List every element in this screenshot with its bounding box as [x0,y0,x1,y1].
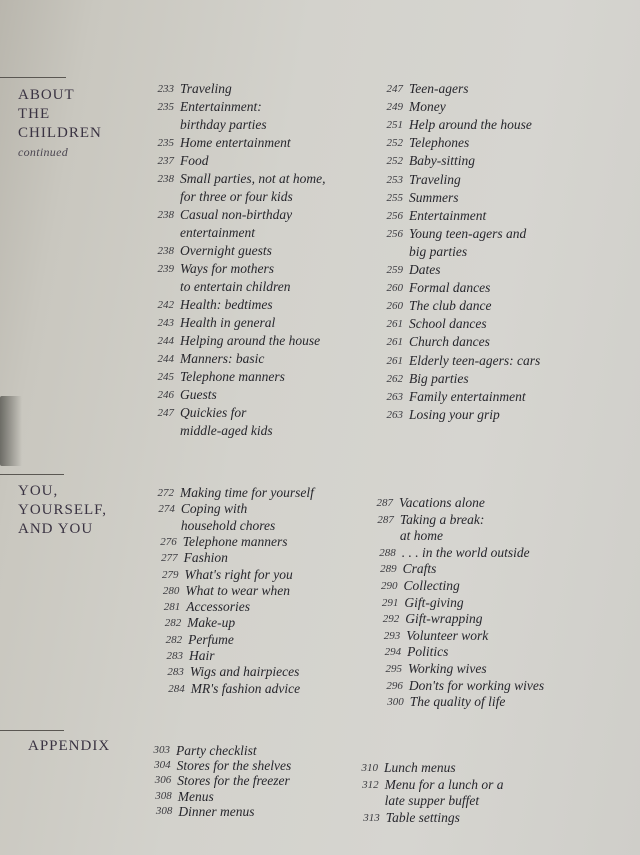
page-number: 287 [376,497,393,509]
page-number: 242 [157,299,174,311]
contents-entry [146,260,290,296]
entry-title [409,134,469,152]
entry-title-line: Fashion [183,550,228,566]
contents-entry [373,644,448,662]
entry-title [176,743,257,758]
contents-entry [370,578,460,596]
contents-entry [153,615,235,633]
contents-entry [146,350,264,368]
contents-entry [374,661,487,679]
page-number: 252 [386,155,403,168]
entry-title-line: Ways for mothers [180,261,275,276]
page-number: 260 [386,282,403,295]
entry-title [406,628,488,645]
contents-entry [375,171,461,189]
contents-entry [146,134,291,152]
page-number: 262 [386,372,403,385]
page-number: 247 [386,83,403,95]
entry-title [404,595,463,612]
page-number: 308 [155,789,172,802]
page-number: 238 [157,245,174,257]
entry-title [183,534,288,550]
entry-title-line: household chores [180,517,276,533]
entry-title [180,170,326,206]
entry-title [180,332,320,350]
entry-title-line: Church dances [409,334,490,350]
entry-title-line: Don'ts for working wives [408,677,545,693]
entry-title-line: for three or four kids [180,189,293,204]
entry-title-line: Perfume [188,631,234,647]
page-number: 279 [162,568,179,581]
entry-title-line: Dates [409,262,441,277]
page-number: 259 [386,264,403,276]
entry-title [189,648,215,664]
contents-entry [369,561,437,579]
entry-title [184,550,228,566]
contents-entry [146,314,275,332]
contents-entry [375,152,475,170]
entry-title [178,804,254,819]
page-number: 255 [386,191,403,204]
entry-title-line: Formal dances [409,280,491,296]
entry-title [409,225,526,261]
section-heading [18,482,128,539]
section-heading [28,737,138,756]
page-number: 246 [157,389,174,401]
page-number: 276 [160,535,177,548]
entry-title [407,644,448,661]
contents-entry [147,501,275,534]
page-number: 256 [386,209,403,222]
entry-title [400,512,485,545]
entry-title-line: Politics [407,644,449,660]
entry-title [409,333,490,351]
entry-title [384,760,456,777]
entry-title-line: MR's fashion advice [190,680,301,696]
section-heading [18,86,128,162]
entry-title [409,406,500,424]
entry-title [409,189,459,207]
contents-entry [376,694,506,712]
entry-title-line: Party checklist [176,743,257,758]
heading-line: CHILDREN [18,125,102,141]
entry-title-line: Young teen-agers and [409,225,527,241]
entry-title-line: Telephones [409,135,470,151]
page-number: 260 [386,300,403,313]
contents-entry [149,534,288,552]
heading-line: ABOUT [18,87,75,103]
contents-entry [375,98,446,116]
page-number: 238 [157,173,174,185]
page-number: 282 [165,633,183,646]
page-number: 282 [164,617,182,630]
section-rule [0,77,66,78]
entry-title-line: Gift-giving [404,594,464,610]
page-number: 274 [158,503,175,516]
contents-entry [375,225,526,261]
entry-title-line: Summers [409,189,459,205]
entry-title-line: The club dance [409,298,492,314]
entry-title-line: What's right for you [184,566,293,582]
entry-title-line: Guests [180,387,217,402]
contents-entry [146,368,285,386]
entry-title [180,386,217,404]
page-number: 263 [386,408,403,421]
page-number: 277 [161,552,178,565]
page-number: 243 [157,317,174,329]
entry-title [409,388,526,406]
heading-subtitle: continued [18,145,69,159]
contents-entry [375,370,469,388]
contents-entry [375,297,491,315]
page-number: 238 [157,209,174,221]
entry-title-line: big parties [409,243,468,259]
entry-title-line: What to wear when [185,582,291,598]
contents-entry [146,386,217,404]
entry-title [191,681,300,697]
entry-title-line: Health: bedtimes [180,297,273,312]
entry-title-line: late supper buffet [384,793,480,808]
entry-title [409,370,469,388]
entry-title-line: Money [409,99,446,115]
contents-entry [375,352,540,370]
entry-title-line: Teen-agers [409,81,469,96]
contents-entry [146,485,314,503]
entry-title [409,279,490,297]
page-number: 303 [153,744,170,756]
entry-title-line: Collecting [403,578,460,593]
entry-title-line: Lunch menus [384,760,456,775]
entry-title-line: Telephone manners [182,533,288,549]
entry-title-line: Coping with [180,501,248,517]
entry-title-line: Telephone manners [180,369,285,384]
page-number: 281 [163,601,181,614]
entry-title [180,98,267,134]
entry-title [177,758,292,773]
contents-entry [375,189,459,207]
page-number: 310 [361,762,378,774]
contents-entry [146,170,326,206]
entry-title [180,485,314,501]
entry-title [180,350,264,368]
contents-entry [352,810,460,828]
contents-entry [150,550,228,568]
contents-entry [365,495,485,513]
entry-title-line: Vacations alone [399,495,485,510]
entry-title-line: Crafts [402,561,437,577]
page-number: 256 [386,227,403,240]
entry-title-line: at home [399,528,444,544]
page-number: 300 [387,696,404,709]
entry-title-line: Family entertainment [409,388,526,404]
page-number: 244 [157,335,174,347]
page-number: 313 [363,811,380,824]
contents-entry [146,206,292,242]
entry-title [409,352,540,370]
entry-title [403,561,437,578]
contents-entry [146,80,232,98]
entry-title [185,567,293,583]
contents-entry [154,632,234,650]
page-number: 287 [377,513,394,526]
contents-entry [146,332,320,350]
page-number: 247 [157,407,174,419]
heading-line: THE [18,106,51,122]
entry-title-line: to entertain children [180,279,291,294]
contents-entry [146,296,273,314]
contents-entry [368,545,530,563]
entry-title [190,664,300,680]
contents-entry [350,760,456,778]
entry-title-line: Taking a break: [399,511,485,527]
entry-title-line: Manners: basic [180,351,265,366]
entry-title-line: Gift-wrapping [405,611,483,627]
entry-title-line: Entertainment: [180,99,262,114]
entry-title-line: Small parties, not at home, [180,171,326,186]
page-number: 272 [157,487,174,499]
entry-title [177,773,290,788]
entry-title [186,599,250,615]
heading-line: AND YOU [18,521,94,537]
entry-title-line: Entertainment [409,207,487,223]
entry-title-line: Losing your grip [409,406,500,422]
entry-title [409,261,441,279]
entry-title [181,501,275,534]
contents-entry [375,315,487,333]
page-number: 251 [386,119,403,132]
entry-title-line: Food [180,153,209,168]
page-number: 245 [157,371,174,383]
entry-title-line: Menu for a lunch or a [384,776,504,792]
entry-title-line: middle-aged kids [180,423,273,438]
contents-entry [375,406,500,424]
entry-title [409,171,461,189]
page-number: 239 [157,263,174,275]
entry-title-line: Traveling [409,171,461,187]
entry-title-line: Health in general [180,315,276,330]
entry-title [185,583,290,599]
contents-entry [151,583,290,601]
contents-entry [375,678,544,696]
entry-title [386,810,460,827]
page-number: 235 [157,137,174,149]
entry-title [408,661,487,678]
section-rule [0,474,64,475]
contents-entry [375,207,486,225]
entry-title-line: Working wives [408,661,487,676]
entry-title [409,315,487,333]
heading-line: YOURSELF, [18,502,108,518]
page-number: 294 [384,646,402,659]
entry-title [187,615,235,631]
entry-title-line: birthday parties [180,117,267,132]
entry-title [399,495,485,512]
contents-entry [372,628,488,646]
page-number: 292 [382,613,400,626]
entry-title [180,296,273,314]
page-number: 289 [380,563,397,576]
contents-entry [146,98,267,134]
entry-title-line: Baby-sitting [409,153,475,169]
entry-title-line: Menus [177,788,214,804]
heading-line: YOU, [18,483,59,499]
page-number: 295 [385,663,402,675]
entry-title-line: Stores for the freezer [177,773,290,789]
contents-entry [151,567,293,585]
entry-title-line: Stores for the shelves [176,758,292,774]
page-number: 291 [381,596,399,609]
entry-title-line: entertainment [180,225,255,240]
contents-entry [351,777,504,810]
page-number: 261 [386,336,403,349]
contents-entry [371,611,482,629]
page-number: 253 [386,173,403,186]
entry-title-line: Help around the house [409,117,532,133]
contents-entry [157,681,300,699]
entry-title [402,545,530,562]
page-number: 284 [168,682,185,695]
entry-title [180,206,292,242]
entry-title [404,578,460,595]
contents-entry [146,242,272,260]
entry-title-line: Dinner menus [178,803,255,819]
entry-title [180,260,290,296]
entry-title [180,152,209,170]
entry-title [409,80,469,98]
entry-title-line: Traveling [180,81,232,96]
contents-entry [152,599,250,617]
entry-title [409,98,446,116]
entry-title [180,242,272,260]
entry-title-line: Big parties [409,370,469,386]
page-number: 261 [386,318,403,331]
page-number: 308 [155,804,173,817]
entry-title-line: . . . in the world outside [401,544,530,560]
contents-entry [366,512,485,545]
entry-title [405,611,482,628]
contents-entry [375,333,490,351]
entry-title-line: The quality of life [409,694,506,710]
entry-title-line: Make-up [187,615,236,631]
entry-title-line: Accessories [186,599,251,615]
entry-title [409,116,532,134]
page-number: 293 [383,629,401,642]
entry-title [180,404,273,440]
entry-title [188,632,234,648]
contents-entry [375,116,532,134]
entry-title [178,789,214,804]
page-number: 280 [162,584,180,597]
entry-title [409,678,544,695]
contents-entry [375,388,526,406]
entry-title [409,207,486,225]
contents-entry [375,80,469,98]
entry-title-line: Wigs and hairpieces [189,664,300,680]
entry-title [385,777,504,810]
contents-entry [375,279,490,297]
entry-title-line: School dances [409,316,487,332]
page-number: 283 [167,666,184,679]
section-rule [0,730,64,731]
page-number: 252 [386,137,403,150]
contents-entry [375,134,469,152]
entry-title-line: Table settings [385,809,460,825]
entry-title [180,134,291,152]
contents-entry [156,664,300,682]
entry-title-line: Making time for yourself [180,485,314,500]
page-number: 304 [154,759,171,772]
page-number: 261 [386,354,403,367]
page-number: 296 [386,679,403,692]
entry-title-line: Hair [189,648,215,663]
entry-title-line: Helping around the house [180,333,321,348]
page-number: 263 [386,390,403,403]
heading-line: APPENDIX [28,738,111,754]
page-number: 235 [157,101,174,113]
contents-entry [370,595,463,613]
entry-title-line: Volunteer work [406,627,489,643]
contents-entry [146,404,273,440]
entry-title-line: Overnight guests [180,243,272,258]
contents-entry [146,152,209,170]
contents-entry [375,261,441,279]
page-number: 233 [157,83,174,95]
page-number: 312 [362,778,379,791]
page-number: 306 [154,774,172,787]
page-edge-shadow [0,396,22,466]
entry-title [409,152,475,170]
entry-title [180,368,285,386]
entry-title [180,80,232,98]
page-number: 237 [157,155,174,167]
contents-entry [155,648,215,666]
entry-title-line: Casual non-birthday [180,207,293,222]
entry-title [409,297,491,315]
entry-title [180,314,275,332]
page-number: 290 [381,580,398,592]
page-number: 288 [379,546,396,559]
page-number: 244 [157,353,174,365]
contents-entry [144,804,254,822]
entry-title-line: Quickies for [180,405,247,420]
page-number: 283 [166,650,183,662]
entry-title-line: Elderly teen-agers: cars [409,352,541,368]
entry-title-line: Home entertainment [180,135,291,150]
entry-title [410,694,506,711]
page-number: 249 [386,101,403,114]
